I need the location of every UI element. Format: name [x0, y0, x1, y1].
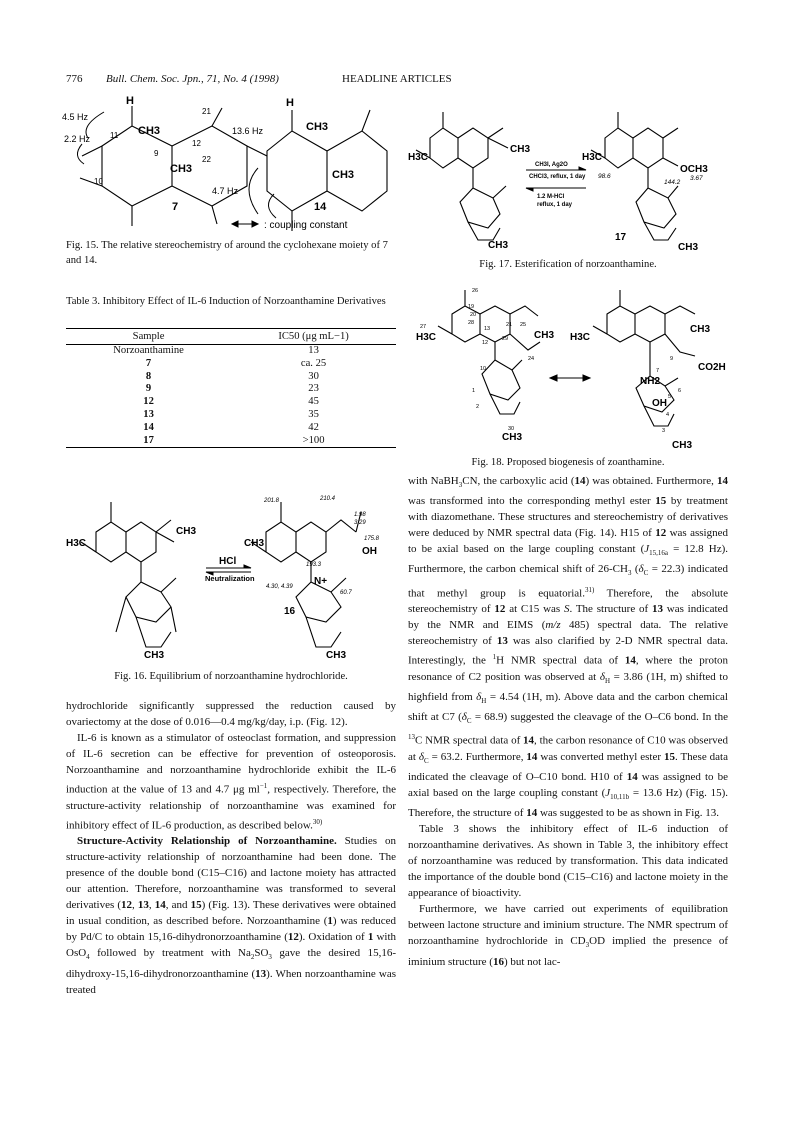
right-column-text: with NaBH$_3$CN, the carboxylic acid (14) was obtained. Furthermore, 14 was transformed into the corresponding methyl ester 15 by treatment with diazomethane. These structures and stereochemistry of derivatives were deduced by NMR spectral data (Fig. 14). H15 of 12 was assigned to be axial based on the large coupling constant ($J_{15,16a} = 12.8$ Hz). Furthermore, the carbon chemical shift of $26-CH_3$ $(\delta_C = 22.3)$ indicated that methyl group is equatorial.$^{31)}$ Therefore, the absolute stereochemistry of 12 at C15 was S. The structure of 13 was indicated by the NMR and EIMS (m/z 485) spectral data. The relative stereochemistry of 13 was also clarified by 2-D NMR spectral data. Interestingly, the $^1$H NMR spectral data of 14, where the proton resonance of C2 position was observed at $\delta_H = 3.86$ (1H, m) shifted to highfield from $\delta_H = 4.54$ (1H, m). Above data and the carbon chemical shift at C7 $(\delta_C = 68.9)$ suggested the cleavage of the O–C6 bond. In the $^{13}$C NMR spectral data of 14, the carbon resonance of C10 was observed at $\delta_C = 63.2$. Furthermore, 14 was converted methyl ester 15. These data indicated the cleavage of O–C10 bond. H10 of 14 was assigned to be axial based on the large coupling constant ($J_{10,11b} = 13.6$ Hz) (Fig. 15). Therefore, the structure of 14 was suggested to be as shown in Fig. 13. Table 3 shows the inhibitory effect of IL-6 induction of norzoanthamine derivatives. As shown in Table 3, the inhibitory effect of norzoanthamine was reduced by transformation. This data indicated the importance of the double bond (C15–C16) and lactone moiety in the appearance of bioactivity. Furthermore, we have carried out experiments of equilibration between lactone structure and iminium structure. The NMR spectrum of norzoanthamine hydrochloride in $CD_3OD$ implied the presence of iminium structure (16) but not lac-	[408, 475, 729, 968]
fig16-arrow-bottom: Neutralization	[205, 574, 255, 583]
fig15-label: CH3	[170, 163, 193, 175]
fig15-compound-7: 7	[172, 201, 179, 213]
fig17-structures	[408, 100, 728, 250]
table3-value: ca. 25	[300, 357, 327, 369]
fig16-shift: 1.98	[354, 512, 366, 518]
fig18-number: 24	[528, 356, 535, 362]
table3-value: 42	[308, 421, 319, 433]
fig18-group: H3C	[416, 332, 437, 343]
fig18-number: 30	[508, 426, 515, 432]
fig15-label: 4.7 Hz	[212, 186, 239, 196]
fig17-shift: 98.6	[598, 173, 611, 180]
table3-sample: 13	[143, 408, 154, 420]
fig18-number: 26	[472, 288, 479, 294]
table3-sample: Norzoanthamine	[113, 345, 184, 356]
fig15-coupling-legend: : coupling constant	[264, 220, 348, 231]
fig17-group: CH3	[488, 240, 509, 250]
fig18-number: 28	[468, 320, 475, 326]
page-number: 776	[66, 73, 83, 85]
table3-sample: 8	[145, 370, 152, 382]
fig16-shift: 60.7	[340, 590, 352, 596]
table-row	[66, 383, 396, 396]
fig18-number: 5	[668, 394, 672, 400]
fig16-shift: 201.8	[264, 498, 280, 504]
fig18-number: 29	[502, 336, 509, 342]
fig16-shift: 193.3	[306, 562, 322, 568]
fig16-group: H3C	[66, 538, 87, 549]
fig17-reagent: CH3I, Ag2O	[535, 162, 568, 168]
fig18-structures	[410, 280, 728, 452]
fig17-group: OCH3	[680, 164, 708, 175]
fig18-group: CH3	[502, 432, 523, 443]
table3-sample: 12	[143, 396, 154, 408]
fig16-arrow-top: HCl	[219, 556, 237, 567]
table3-value: 30	[308, 370, 319, 382]
table-row	[66, 422, 396, 435]
fig16-structures	[66, 482, 396, 662]
table3-value: 45	[308, 396, 319, 408]
fig18-group: CO2H	[698, 362, 726, 373]
fig16-shift: 210.4	[320, 496, 336, 502]
fig17-caption: Fig. 17. Esterification of norzoanthamine.	[479, 259, 657, 270]
journal-citation: Bull. Chem. Soc. Jpn., 71, No. 4 (1998)	[106, 73, 279, 85]
fig15-label: CH3	[306, 121, 329, 133]
fig17-shift: 144.2	[664, 179, 681, 186]
fig17-reagent: CHCl3, reflux, 1 day	[529, 174, 586, 180]
fig18-number: 2	[476, 404, 480, 410]
fig15-label: 12	[192, 139, 201, 148]
fig17-group: H3C	[582, 152, 603, 163]
fig18-number: 20	[470, 312, 477, 318]
table3-col-ic50: IC50 (μg mL−1)	[231, 329, 396, 345]
fig17-group: CH3	[678, 242, 699, 250]
table3-value: >100	[231, 435, 396, 448]
fig16-shift: 4.30, 4.39	[266, 584, 293, 590]
fig16-group: OH	[362, 546, 377, 557]
table3	[66, 328, 396, 448]
fig17-shift: 3.67	[690, 175, 703, 182]
fig18-number: 12	[482, 340, 489, 346]
fig18-number: 3	[662, 428, 666, 434]
fig18-number: 9	[670, 356, 674, 362]
fig15-structures	[62, 96, 392, 236]
fig18-number: 10	[480, 366, 487, 372]
fig16-group: CH3	[144, 650, 165, 661]
fig18-number: 25	[520, 322, 527, 328]
fig16-group: CH3	[326, 650, 347, 661]
fig15-compound-14: 14	[314, 201, 327, 213]
fig18-number: 6	[678, 388, 682, 394]
fig15-label: CH3	[332, 169, 355, 181]
fig18-group: CH3	[690, 324, 711, 335]
table-row	[66, 435, 396, 448]
fig18-number: 21	[506, 322, 513, 328]
table3-col-sample: Sample	[66, 329, 231, 345]
fig15-label: CH3	[138, 125, 161, 137]
fig15-label: H	[286, 97, 294, 109]
table3-value: 23	[308, 383, 319, 395]
fig18-number: 1	[472, 388, 476, 394]
table3-sample: 9	[145, 383, 152, 395]
fig18-number: 7	[656, 368, 660, 374]
fig16-group: N+	[314, 576, 328, 587]
section-title: HEADLINE ARTICLES	[342, 73, 452, 85]
fig18-group: NH2	[640, 376, 661, 387]
fig17-reagent: reflux, 1 day	[537, 202, 573, 208]
fig15-label: 22	[202, 155, 211, 164]
fig15-label: 10	[94, 177, 103, 186]
fig15-label: 2.2 Hz	[64, 134, 91, 144]
fig16-shift: 3.29	[354, 520, 366, 526]
left-column-text: hydrochloride significantly suppressed the reduction caused by ovariectomy at the dose of 0.016—0.4 mg/kg/day, i.p. (Fig. 12). IL-6 is known as a stimulator of osteoclast formation, and suppression of IL-6 secretion can be effective for prevention of osteoporosis. Norzoanthamine and norzoanthamine hydrochloride exhibit the IL-6 induction at the value of 13 and 4.7 μg $ml^{-1}$, respectively. Therefore, the structure-activity relationship of norzoanthamine was examined for inhibitory effect of IL-6 production, as described below.$^{30)}$ Structure-Activity Relationship of Norzoanthamine. Studies on structure-activity relationship of norzoanthamine had been done. The presence of the double bond (C15–C16) and lactone moiety has attracted our attention. Therefore, norzoanthamine was transformed to several derivatives (12, 13, 14, and 15) (Fig. 13). These derivatives were obtained in usual condition, as described before. Norzoanthamine (1) was reduced by Pd/C to obtain 15,16-dihydronorzoanthamine (12). Oxidation of 1 with OsO$_4$ followed by treatment with $Na_2SO_3$ gave the desired 15,16-dihydroxy-15,16-dihydronorzoanthamine (13). When norzoanthamine was treated	[66, 700, 396, 996]
table-row	[66, 371, 396, 384]
fig15-label: 9	[154, 149, 159, 158]
fig18-group: H3C	[570, 332, 591, 343]
table3-value: 13	[308, 345, 319, 356]
table3-title: Table 3. Inhibitory Effect of IL-6 Induction of Norzoanthamine Derivatives	[66, 296, 386, 307]
table-row	[66, 409, 396, 422]
fig15-caption: Fig. 15. The relative stereochemistry of around the cyclohexane moiety of 7 and 14.	[66, 240, 388, 266]
table-row	[66, 345, 396, 358]
fig18-caption: Fig. 18. Proposed biogenesis of zoanthamine.	[471, 457, 665, 468]
fig15-label: 21	[202, 107, 211, 116]
fig15-label: 11	[110, 131, 119, 140]
fig17-reagent: 1.2 M-HCl	[537, 194, 565, 200]
table-row	[66, 396, 396, 409]
table-row	[66, 358, 396, 371]
fig17-group: H3C	[408, 152, 429, 163]
fig16-group: CH3	[176, 526, 197, 537]
fig15-label: 4.5 Hz	[62, 112, 89, 122]
fig15-label: 13.6 Hz	[232, 126, 264, 136]
table3-sample: 17	[66, 435, 231, 448]
fig17-compound: 17	[615, 232, 627, 243]
fig18-number: 27	[420, 324, 427, 330]
fig16-shift: 175.8	[364, 536, 380, 542]
fig18-number: 13	[484, 326, 491, 332]
fig18-number: 4	[666, 412, 670, 418]
fig17-group: CH3	[510, 144, 531, 155]
table3-sample: 7	[145, 357, 152, 369]
fig18-number: 19	[468, 304, 475, 310]
fig16-caption: Fig. 16. Equilibrium of norzoanthamine hydrochloride.	[114, 671, 348, 682]
table3-value: 35	[308, 408, 319, 420]
fig18-group: OH	[652, 398, 667, 409]
fig16-group: CH3	[244, 538, 265, 549]
fig18-group: CH3	[672, 440, 693, 451]
fig18-group: CH3	[534, 330, 555, 341]
table3-sample: 14	[143, 421, 154, 433]
fig15-label: H	[126, 96, 134, 107]
fig16-compound: 16	[284, 606, 296, 617]
